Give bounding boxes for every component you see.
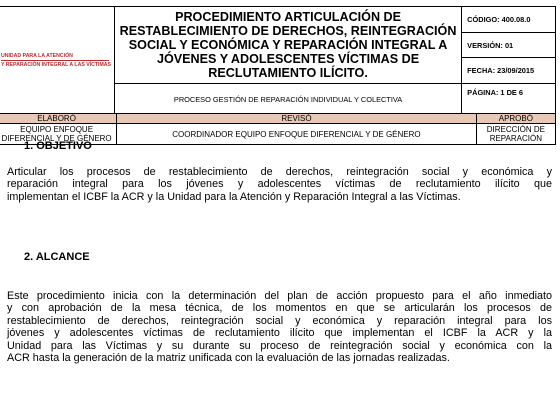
document-title [115, 8, 461, 82]
aprobo-header: APROBÓ [476, 114, 555, 124]
title-cell [114, 7, 461, 84]
title-line: JÓVENES Y ADOLESCENTES VÍCTIMAS DE [156, 52, 420, 66]
elaboro-value: EQUIPO ENFOQUE DIFERENCIAL Y DE GÉNERO [0, 124, 117, 145]
page-number: PÁGINA: 1 DE 6 [462, 84, 556, 115]
process-name: PROCESO GESTIÓN DE REPARACIÓN INDIVIDUAL Y COLECTIVA [114, 84, 461, 115]
logo-line-2: Y REPARACIÓN INTEGRAL A LAS VÍCTIMAS [1, 62, 111, 68]
title-line: PROCEDIMIENTO ARTICULACIÓN DE [175, 10, 402, 24]
reviso-header: REVISÓ [117, 114, 477, 124]
date-field: FECHA: 23/09/2015 [462, 58, 556, 84]
code-field: CÓDIGO: 400.08.0 [462, 7, 556, 33]
title-line: SOCIAL Y ECONÓMICA Y REPARACIÓN INTEGRAL A [128, 38, 448, 52]
section-alcance-text: Este procedimiento inicia con la determinación del plan de acción propuesto para el año inmediato y con aprobación de la mesa técnica, de los momentos en que se articularán los procesos de restablecimiento de derechos, reintegración social y económica y reparación integral para los jóvenes y adolescentes víctimas de reclutamiento ilícito que implementan el ICBF la ACR y la Unidad para las Víctimas y su durante su proceso de reintegración social y económica con la ACR hasta la generación de la matriz unificada con la evaluación de las jornadas realizadas. [7, 290, 552, 365]
version-field: VERSIÓN: 01 [462, 33, 556, 58]
logo-line-1: UNIDAD PARA LA ATENCIÓN [1, 52, 73, 59]
title-line: RESTABLECIMIENTO DE DERECHOS, REINTEGRACIÓN [119, 24, 457, 38]
section-objetivo-title: 1. OBJETIVO [24, 140, 92, 152]
unidad-victimas-logo [0, 53, 114, 68]
reviso-value: COORDINADOR EQUIPO ENFOQUE DIFERENCIAL Y DE GÉNERO [117, 124, 477, 145]
aprobo-value: DIRECCIÓN DE REPARACIÓN [476, 124, 555, 145]
title-line: RECLUTAMIENTO ILÍCITO. [208, 66, 368, 80]
document-header [0, 6, 556, 115]
elaboro-header: ELABORÓ [0, 114, 117, 124]
logo-cell [0, 7, 114, 115]
section-alcance-title: 2. ALCANCE [24, 251, 90, 263]
section-objetivo-text: Articular los procesos de restablecimiento de derechos, reintegración social y económica y reparación integral para los jóvenes y adolescentes víctimas de reclutamiento ilícito que implementan el ICBF la ACR y la Unidad para la Atención y Reparación Integral a las Víctimas. [7, 166, 552, 203]
